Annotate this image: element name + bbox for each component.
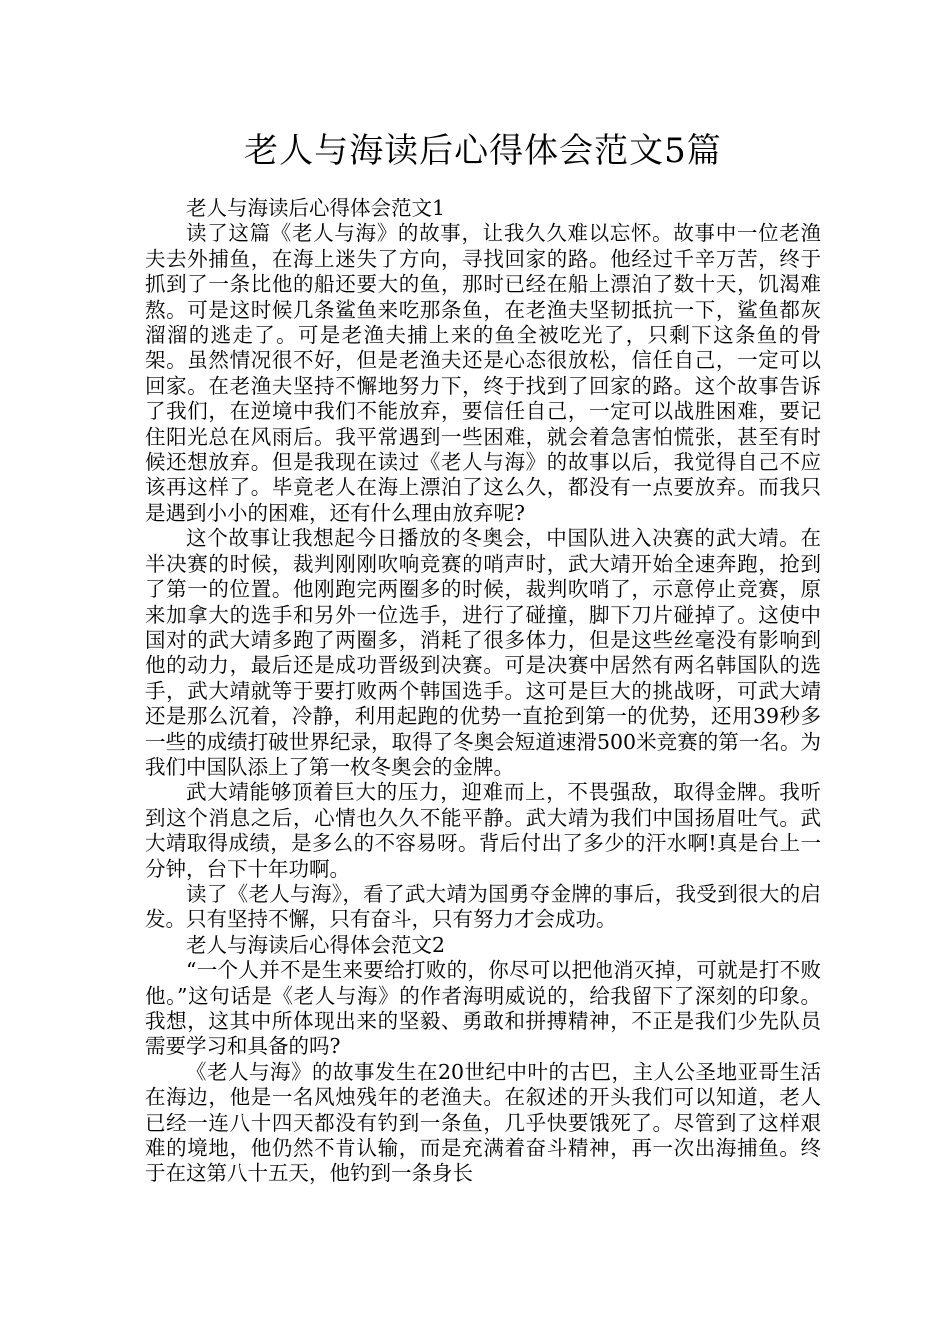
section-heading: 老人与海读后心得体会范文1: [186, 196, 446, 220]
document-title: 老人与海读后心得体会范文5篇: [244, 131, 722, 171]
body-paragraph: 《老人与海》的故事发生在20世纪中叶的古巴，主人公圣地亚哥生活在海边，他是一名风烛残年的老渔夫。在叙述的开头我们可以知道，老人已经一连八十四天都没有钓到一条鱼，几乎快要饿死了。尽管到了这样艰难的境地，他仍然不肯认输，而是充满着奋斗精神，再一次出海捕鱼。终于在这第八十五天，他钓到一条身长: [145, 1059, 821, 1186]
document-body: [145, 196, 821, 1187]
body-paragraph: 武大靖能够顶着巨大的压力，迎难而上，不畏强敌，取得金牌。我听到这个消息之后，心情也久久不能平静。武大靖为我们中国扬眉吐气。武大靖取得成绩，是多么的不容易呀。背后付出了多少的汗水啊!真是台上一分钟，台下十年功啊。: [145, 780, 821, 881]
body-paragraph: “一个人并不是生来要给打败的，你尽可以把他消灭掉，可就是打不败他。”这句话是《老人与海》的作者海明威说的，给我留下了深刻的印象。我想，这其中所体现出来的坚毅、勇敢和拼搏精神，不正是我们少先队员需要学习和具备的吗?: [145, 958, 821, 1059]
section-heading: 老人与海读后心得体会范文2: [186, 932, 446, 957]
body-paragraph: 读了《老人与海》，看了武大靖为国勇夺金牌的事后，我受到很大的启发。只有坚持不懈，只有奋斗，只有努力才会成功。: [145, 881, 821, 932]
body-paragraph: 这个故事让我想起今日播放的冬奥会，中国队进入决赛的武大靖。在半决赛的时候，裁判刚刚吹响竞赛的哨声时，武大靖开始全速奔跑，抢到了第一的位置。他刚跑完两圈多的时候，裁判吹哨了，示意停止竞赛，原来加拿大的选手和另外一位选手，进行了碰撞，脚下刀片碰掉了。这使中国对的武大靖多跑了两圈多，消耗了很多体力，但是这些丝毫没有影响到他的动力，最后还是成功晋级到决赛。可是决赛中居然有两名韩国队的选手，武大靖就等于要打败两个韩国选手。这可是巨大的挑战呀，可武大靖还是那么沉着，冷静，利用起跑的优势一直抢到第一的优势，还用39秒多一些的成绩打破世界纪录，取得了冬奥会短道速滑500米竞赛的第一名。为我们中国队添上了第一枚冬奥会的金牌。: [145, 526, 821, 779]
body-paragraph: 读了这篇《老人与海》的故事，让我久久难以忘怀。故事中一位老渔夫去外捕鱼，在海上迷失了方向，寻找回家的路。他经过千辛万苦，终于抓到了一条比他的船还要大的鱼，那时已经在船上漂泊了数十天，饥渴难熬。可是这时候几条鲨鱼来吃那条鱼，在老渔夫坚韧抵抗一下，鲨鱼都灰溜溜的逃走了。可是老渔夫捕上来的鱼全被吃光了，只剩下这条鱼的骨架。虽然情况很不好，但是老渔夫还是心态很放松，信任自己，一定可以回家。在老渔夫坚持不懈地努力下，终于找到了回家的路。这个故事告诉了我们，在逆境中我们不能放弃，要信任自己，一定可以战胜困难，要记住阳光总在风雨后。我平常遇到一些困难，就会着急害怕慌张，甚至有时候还想放弃。但是我现在读过《老人与海》的故事以后，我觉得自己不应该再这样了。毕竟老人在海上漂泊了这么久，都没有一点要放弃。而我只是遇到小小的困难，还有什么理由放弃呢?: [145, 221, 821, 525]
